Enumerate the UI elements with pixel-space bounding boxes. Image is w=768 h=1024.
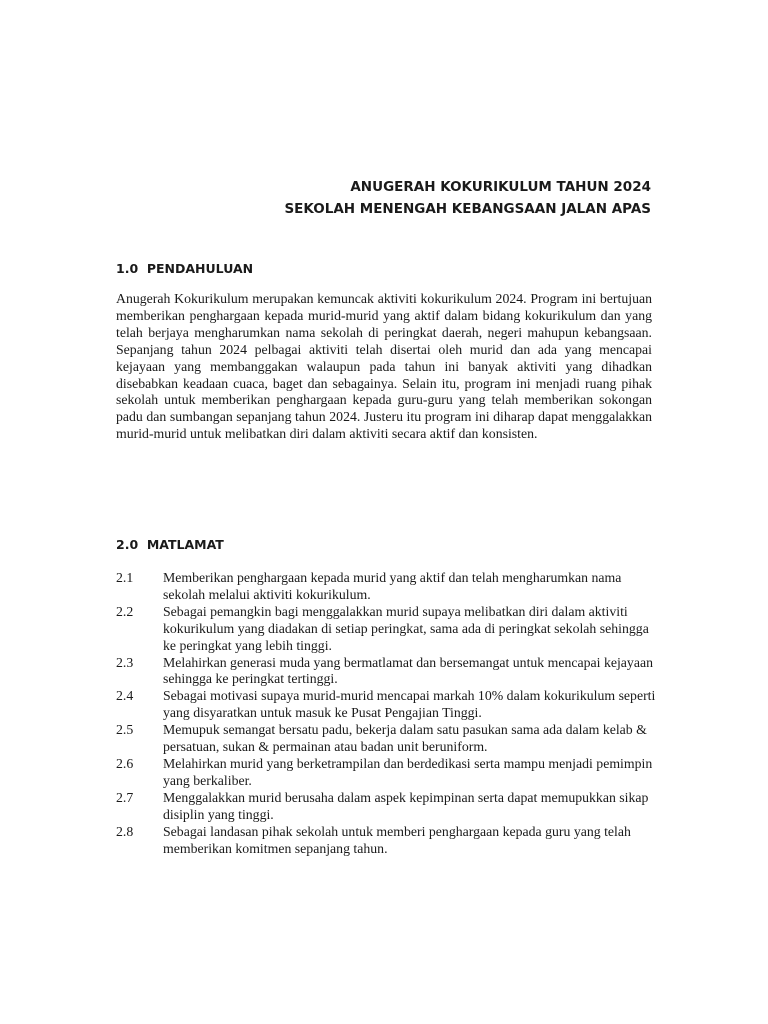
- list-item-number: 2.7: [116, 789, 134, 805]
- list-item-number: 2.6: [116, 755, 134, 771]
- title-line-1: ANUGERAH KOKURIKULUM TAHUN 2024: [350, 179, 651, 195]
- title-line-2: SEKOLAH MENENGAH KEBANGSAAN JALAN APAS: [284, 201, 651, 217]
- section-heading-pendahuluan: 1.0 PENDAHULUAN: [116, 261, 254, 276]
- list-item-text: Menggalakkan murid berusaha dalam aspek kepimpinan serta dapat memupukkan sikap disiplin yang tinggi.: [163, 789, 649, 822]
- goals-list: [116, 570, 656, 857]
- list-item: [116, 688, 656, 722]
- list-item-number: 2.8: [116, 823, 134, 839]
- list-item-text: Memupuk semangat bersatu padu, bekerja dalam satu pasukan sama ada dalam kelab & persatuan, sukan & permainan atau badan unit beruniform.: [163, 722, 647, 755]
- list-item-text: Sebagai motivasi supaya murid-murid mencapai markah 10% dalam kokurikulum seperti yang disyaratkan untuk masuk ke Pusat Pengajian Tinggi.: [163, 688, 656, 721]
- list-item: [116, 790, 656, 824]
- document-title: [116, 176, 651, 220]
- list-item-text: Melahirkan murid yang berketrampilan dan berdedikasi serta mampu menjadi pemimpin yang berkaliber.: [163, 755, 653, 788]
- list-item: [116, 604, 656, 655]
- list-item-text: Sebagai pemangkin bagi menggalakkan murid supaya melibatkan diri dalam aktiviti kokurikulum yang diadakan di setiap peringkat, sama ada di peringkat sekolah sehingga ke peringkat yang lebih tinggi.: [163, 603, 649, 653]
- list-item-number: 2.5: [116, 722, 134, 738]
- list-item: [116, 756, 656, 790]
- list-item: [116, 570, 656, 604]
- list-item-text: Sebagai landasan pihak sekolah untuk memberi penghargaan kepada guru yang telah memberikan komitmen sepanjang tahun.: [163, 823, 631, 856]
- list-item: [116, 824, 656, 858]
- list-item-number: 2.2: [116, 603, 134, 619]
- list-item: [116, 722, 656, 756]
- list-item-text: Memberikan penghargaan kepada murid yang aktif dan telah mengharumkan nama sekolah melalui aktiviti kokurikulum.: [163, 570, 622, 602]
- list-item-number: 2.3: [116, 654, 134, 670]
- intro-paragraph: Anugerah Kokurikulum merupakan kemuncak aktiviti kokurikulum 2024. Program ini bertujuan memberikan penghargaan kepada murid-murid yang aktif dalam bidang kokurikulum dan yang telah berjaya mengharumkan nama sekolah di peringkat daerah, negeri mahupun kebangsaan. Sepanjang tahun 2024 pelbagai aktiviti telah disertai oleh murid dan ada yang mencapai kejayaan yang membanggakan walaupun pada tahun ini banyak aktiviti yang dihadkan disebabkan keadaan cuaca, baget dan sebagainya. Selain itu, program ini menjadi ruang pihak sekolah untuk memberikan penghargaan kepada guru-guru yang telah memberikan sokongan padu dan sumbangan sepanjang tahun 2024. Justeru itu program ini diharap dapat menggalakkan murid-murid untuk melibatkan diri dalam aktiviti secara aktif dan konsisten.: [116, 291, 652, 442]
- list-item-number: 2.4: [116, 688, 134, 704]
- section-heading-matlamat: 2.0 MATLAMAT: [116, 537, 224, 552]
- list-item-text: Melahirkan generasi muda yang bermatlamat dan bersemangat untuk mencapai kejayaan sehingga ke peringkat tertinggi.: [163, 654, 653, 687]
- list-item: [116, 655, 656, 689]
- list-item-number: 2.1: [116, 570, 134, 585]
